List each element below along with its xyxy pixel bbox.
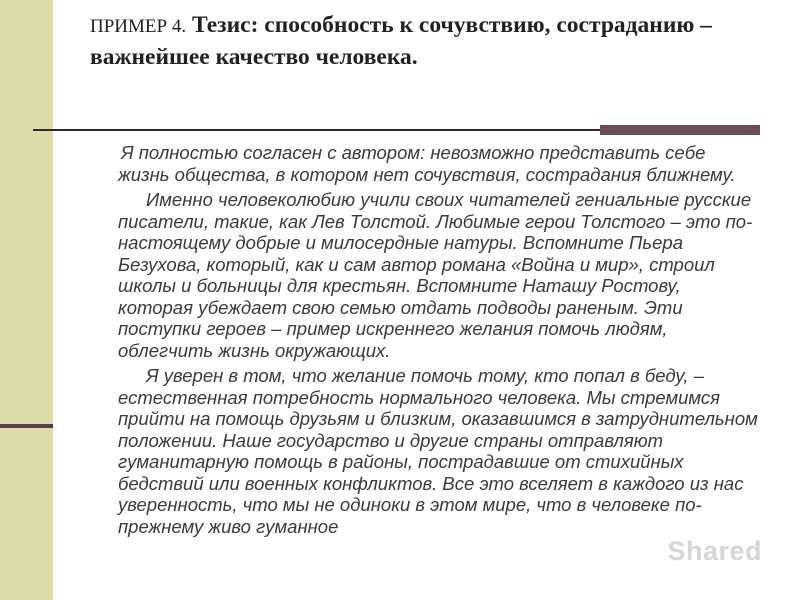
slide-body <box>118 142 758 541</box>
paragraph-1: Я полностью согласен с автором: невозможно представить себе жизнь общества, в котором нет сочувствия, сострадания ближнему. <box>118 142 736 185</box>
title-label: ПРИМЕР 4. <box>90 16 187 37</box>
paragraph-3: Я уверен в том, что желание помочь тому, кто попал в беду, – естественная потребность нормального человека. Мы стремимся прийти на помощь друзьям и близким, оказавшимся в затруднительном положении. Наше государство и другие страны отправляют гуманитарную помощь в районы, пострадавшие от стихийных бедствий или военных конфликтов. Все это вселяет в каждого из нас уверенность, что мы не одиноки в этом мире, что в человеке по-прежнему живо гуманное <box>118 365 758 537</box>
divider-accent <box>600 125 760 135</box>
watermark: Shared <box>667 536 762 566</box>
slide-title <box>90 10 780 72</box>
paragraph-2: Именно человеколюбию учили своих читателей гениальные русские писатели, такие, как Лев Толстой. Любимые герои Толстого – это по-настоящему добрые и милосердные натуры. Вспомните Пьера Безухова, который, как и сам автор романа «Война и мир», строил школы и больницы для крестьян. Вспомните Наташу Ростову, которая убеждает свою семью отдать подводы раненым. Эти поступки героев – пример искреннего желания помочь людям, облегчить жизнь окружающих. <box>118 189 753 361</box>
title-text: Тезис: способность к сочувствию, состраданию – важнейшее качество человека. <box>90 12 712 70</box>
left-accent-stripe <box>0 424 53 428</box>
left-decorative-bar <box>0 0 53 600</box>
